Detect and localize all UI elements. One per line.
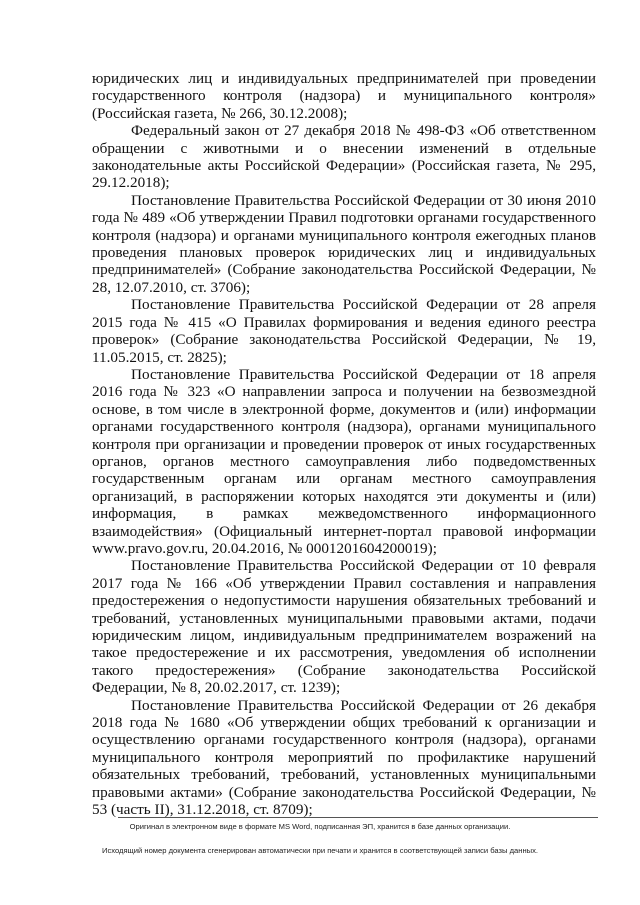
paragraph-resolution-166: Постановление Правительства Российской Федерации от 10 февраля 2017 года № 166 «Об утверждении Правил составления и направления предостережения о недопустимости нарушения обязательных требований и требований, установленных муниципальными правовыми актами, подачи юридическим лицом, индивидуальным предпринимателем возражений на такое предостережение и их рассмотрения, уведомления об исполнении такого предостережения» (Собрание законодательства Российской Федерации, № 8, 20.02.2017, ст. 1239); [92, 557, 596, 697]
paragraph-resolution-489: Постановление Правительства Российской Федерации от 30 июня 2010 года № 489 «Об утверждении Правил подготовки органами государственного контроля (надзора) и органами муниципального контроля ежегодных планов проведения плановых проверок юридических лиц и индивидуальных предпринимателей» (Собрание законодательства Российской Федерации, № 28, 12.07.2010, ст. 3706); [92, 191, 596, 296]
paragraph-resolution-323: Постановление Правительства Российской Федерации от 18 апреля 2016 года № 323 «О направлении запроса и получении на безвозмездной основе, в том числе в электронной форме, документов и (или) информации органами государственного контроля (надзора), органами муниципального контроля при организации и проведении проверок от иных государственных органов, органов местного самоуправления либо подведомственных государственным органам или органам местного самоуправления организаций, в распоряжении которых находятся эти документы и (или) информация, в рамках межведомственного информационного взаимодействия» (Официальный интернет-портал правовой информации www.pravo.gov.ru, 20.04.2016, № 0001201604200019); [92, 365, 596, 557]
footer-original-note: Оригинал в электронном виде в формате MS Word, подписанная ЭП, хранится в базе данных организации. [129, 822, 511, 831]
footer-divider [118, 817, 598, 818]
paragraph-resolution-1680: Постановление Правительства Российской Федерации от 26 декабря 2018 года № 1680 «Об утверждении общих требований к организации и осуществлению органами государственного контроля (надзора), органами муниципального контроля мероприятий по профилактике нарушений обязательных требований, требований, установленных муниципальными правовыми актами» (Собрание законодательства Российской Федерации, № 53 (часть II), 31.12.2018, ст. 8709); [92, 696, 596, 819]
paragraph-resolution-415: Постановление Правительства Российской Федерации от 28 апреля 2015 года № 415 «О Правилах формирования и ведения единого реестра проверок» (Собрание законодательства Российской Федерации, № 19, 11.05.2015, ст. 2825); [92, 296, 596, 366]
footer-number-note: Исходящий номер документа сгенерирован автоматически при печати и хранится в соответствующей записи базы данных. [101, 846, 538, 855]
paragraph-continuation: юридических лиц и индивидуальных предпринимателей при проведении государственного контроля (надзора) и муниципального контроля» (Российская газета, № 266, 30.12.2008); [92, 70, 596, 122]
paragraph-federal-law-498: Федеральный закон от 27 декабря 2018 № 498-ФЗ «Об ответственном обращении с животными и о внесении изменений в отдельные законодательные акты Российской Федерации» (Российская газета, № 295, 29.12.2018); [92, 122, 596, 192]
document-body [92, 70, 596, 818]
